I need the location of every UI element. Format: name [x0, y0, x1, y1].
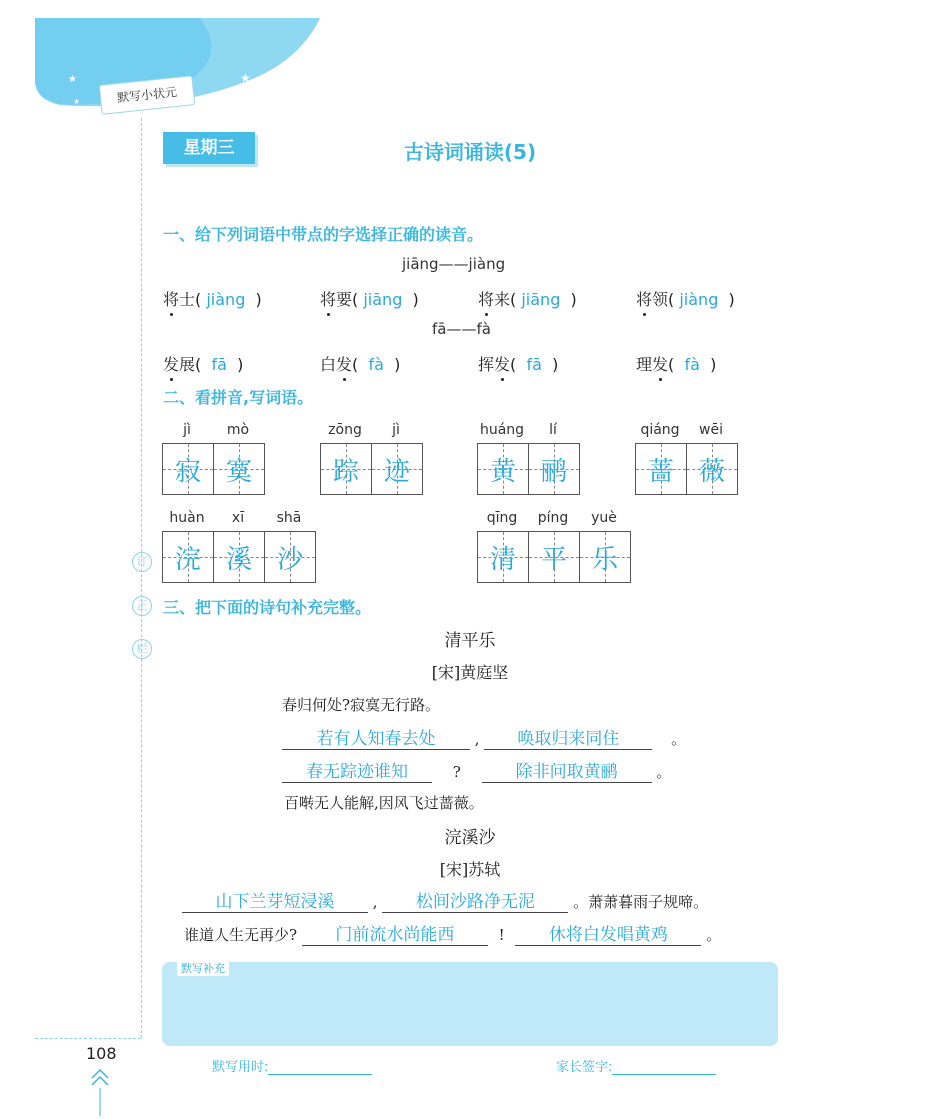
pinyin: wēi	[699, 422, 723, 438]
answer-blank: 除非问取黄鹂	[482, 757, 652, 783]
grid-char: 乐	[591, 544, 618, 575]
signature-field[interactable]	[556, 1056, 716, 1075]
pinyin: huáng	[479, 422, 525, 438]
page-number: 108	[86, 1044, 117, 1063]
grid-char: 寂	[174, 456, 201, 487]
corner-decoration	[0, 0, 330, 130]
chevron-up-icon	[90, 1068, 110, 1116]
reading-item: 发展( fā )	[163, 355, 244, 374]
answer: fà	[368, 355, 384, 374]
writing-grid	[477, 443, 580, 495]
svg-text:★: ★	[68, 74, 77, 85]
answer-blank: 唤取归来同住	[484, 724, 652, 750]
poem-line: 百啭无人能解,因风飞过蔷薇。	[284, 794, 484, 812]
grid-char: 迹	[383, 456, 410, 487]
grid-char: 薇	[698, 456, 725, 487]
poem-line: 春归何处?寂寞无行路。	[282, 696, 441, 714]
answer-blank: 若有人知春去处	[282, 724, 470, 750]
pinyin: zōng	[328, 422, 362, 438]
reading-item: 白发( fà )	[320, 355, 401, 374]
poem-line: 若有人知春去处 , 唤取归来同住 。	[282, 724, 686, 750]
grid-char: 蔷	[647, 456, 674, 487]
section3-heading: 三、把下面的诗句补充完整。	[163, 598, 372, 617]
writing-grid	[162, 443, 265, 495]
reading-item: 将来( jiāng )	[478, 290, 577, 309]
reading-item: 将士( jiàng )	[163, 290, 262, 309]
pinyin: qiáng	[640, 422, 680, 438]
side-tag: 栏	[132, 639, 152, 659]
poem-line: 山下兰芽短浸溪 , 松间沙路净无泥 。萧萧暮雨子规啼。	[182, 887, 708, 913]
poem-author: [宋]苏轼	[439, 860, 501, 879]
pinyin: píng	[537, 510, 569, 526]
poem-line: 谁道人生无再少? 门前流水尚能西 ! 休将白发唱黄鸡 。	[184, 920, 721, 946]
grid-char: 清	[489, 544, 516, 575]
pinyin: xī	[231, 510, 245, 526]
time-field[interactable]	[212, 1056, 372, 1075]
answer: fà	[684, 355, 700, 374]
page-title: 古诗词诵读(5)	[403, 140, 537, 164]
answer: jiāng	[521, 290, 561, 309]
grid-char: 黄	[489, 456, 516, 487]
pinyin: mò	[226, 422, 250, 438]
answer: jiàng	[206, 290, 246, 309]
section1-heading: 一、给下列词语中带点的字选择正确的读音。	[163, 225, 484, 244]
banner-label: 默写小状元	[99, 75, 196, 115]
supplement-panel[interactable]	[162, 962, 778, 1046]
grid-char: 平	[540, 544, 567, 575]
day-tag: 星期三	[163, 132, 255, 164]
pinyin-pair: fā——fà	[432, 320, 491, 338]
answer-blank: 松间沙路净无泥	[382, 887, 568, 913]
grid-char: 踪	[332, 456, 359, 487]
poem-title: 清平乐	[444, 631, 496, 651]
answer: fā	[526, 355, 542, 374]
poem-author: [宋]黄庭坚	[431, 663, 509, 682]
pinyin: shā	[276, 510, 302, 526]
poem-title: 浣溪沙	[444, 828, 496, 848]
pinyin: jì	[183, 422, 191, 438]
grid-char: 沙	[276, 544, 303, 575]
pinyin: huàn	[169, 510, 205, 526]
side-tag: 正	[132, 596, 152, 616]
writing-grid	[320, 443, 423, 495]
pinyin-pair: jiāng——jiàng	[402, 255, 506, 273]
answer-blank: 山下兰芽短浸溪	[182, 887, 368, 913]
reading-item: 将要( jiāng )	[320, 290, 419, 309]
margin-divider	[141, 118, 142, 1038]
svg-text:★: ★	[73, 97, 81, 106]
poem-line: 春无踪迹谁知 ? 除非问取黄鹂 。	[282, 757, 671, 783]
reading-item: 将领( jiàng )	[636, 290, 735, 309]
answer: fā	[211, 355, 227, 374]
svg-text:★: ★	[240, 71, 251, 85]
writing-grid	[477, 531, 631, 583]
answer-blank: 春无踪迹谁知	[282, 757, 432, 783]
grid-char: 溪	[225, 544, 252, 575]
side-tag: 订	[132, 552, 152, 572]
pinyin: lí	[549, 422, 557, 438]
answer-blank: 休将白发唱黄鸡	[515, 920, 701, 946]
pinyin: qīng	[486, 510, 518, 526]
time-label: 默写用时:	[212, 1060, 269, 1075]
section2-heading: 二、看拼音,写词语。	[163, 388, 314, 407]
answer-blank: 门前流水尚能西	[302, 920, 488, 946]
pinyin: yuè	[591, 510, 617, 526]
signature-label: 家长签字:	[556, 1060, 613, 1075]
answer: jiàng	[679, 290, 719, 309]
reading-item: 挥发( fā )	[478, 355, 559, 374]
bottom-divider	[35, 1038, 141, 1039]
writing-grid	[635, 443, 738, 495]
answer: jiāng	[363, 290, 403, 309]
grid-char: 寞	[225, 456, 252, 487]
supplement-label: 默写补充	[177, 960, 229, 976]
grid-char: 鹂	[540, 456, 567, 487]
reading-item: 理发( fà )	[636, 355, 717, 374]
grid-char: 浣	[174, 544, 201, 575]
writing-grid	[162, 531, 316, 583]
pinyin: jì	[392, 422, 400, 438]
